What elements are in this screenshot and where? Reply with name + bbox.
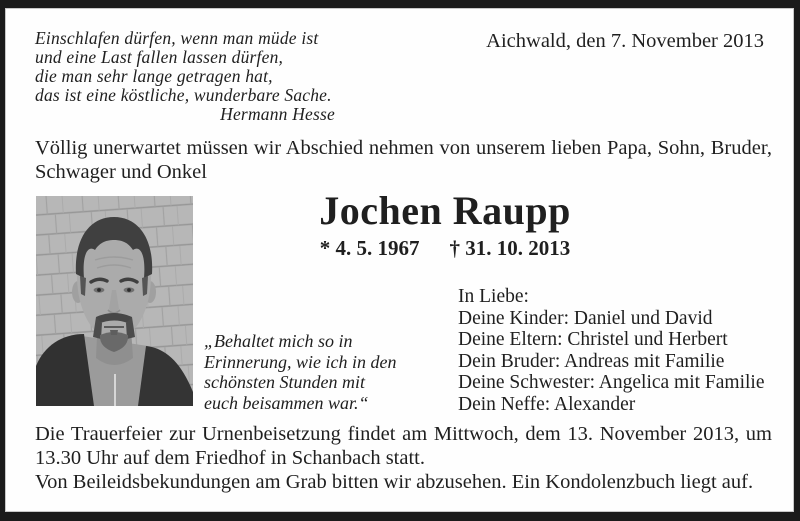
mourner-entry: Dein Neffe: Alexander <box>458 393 636 415</box>
intro-line: Schwager und Onkel <box>35 160 207 183</box>
quote-line: die man sehr lange getragen hat, <box>35 66 273 86</box>
dateline: Aichwald, den 7. November 2013 <box>486 30 764 52</box>
remembrance-quote-line: schönsten Stunden mit <box>204 372 365 392</box>
remembrance-quote <box>204 331 419 413</box>
mourner-entry: Dein Bruder: Andreas mit Familie <box>458 350 725 372</box>
opening-quote <box>35 29 337 124</box>
intro-line: Völlig unerwartet müssen wir Abschied nehmen von unserem lieben Papa, Sohn, Bruder, <box>35 137 772 159</box>
life-dates <box>200 237 690 260</box>
remembrance-quote-line: „Behaltet mich so in <box>204 331 353 351</box>
quote-line: das ist eine köstliche, wunderbare Sache. <box>35 85 332 105</box>
birth-date: * 4. 5. 1967 <box>319 236 420 260</box>
funeral-line: Von Beileidsbekundungen am Grab bitten wir abzusehen. Ein Kondolenzbuch liegt auf. <box>35 471 754 493</box>
name-block <box>200 189 690 260</box>
funeral-line: 13.30 Uhr auf dem Friedhof in Schanbach statt. <box>35 447 425 469</box>
death-date: † 31. 10. 2013 <box>449 236 571 260</box>
intro-paragraph <box>35 137 772 184</box>
mourners-list <box>458 286 778 415</box>
remembrance-quote-line: Erinnerung, wie ich in den <box>204 351 397 372</box>
remembrance-quote-line: euch beisammen war.“ <box>204 392 369 413</box>
funeral-line: Die Trauerfeier zur Urnenbeisetzung findet am Mittwoch, dem 13. November 2013, um <box>35 423 772 445</box>
quote-attribution: Hermann Hesse <box>220 104 335 124</box>
mourner-entry: Deine Kinder: Daniel und David <box>458 307 713 329</box>
mourner-entry: Deine Schwester: Angelica mit Familie <box>458 372 765 393</box>
portrait-photo <box>36 196 193 406</box>
mourner-entry: Deine Eltern: Christel und Herbert <box>458 329 728 350</box>
quote-line: Einschlafen dürfen, wenn man müde ist <box>35 28 319 48</box>
funeral-info <box>35 422 772 494</box>
mourners-salutation: In Liebe: <box>458 286 529 307</box>
deceased-name: Jochen Raupp <box>319 188 571 233</box>
quote-line: und eine Last fallen lassen dürfen, <box>35 47 284 67</box>
